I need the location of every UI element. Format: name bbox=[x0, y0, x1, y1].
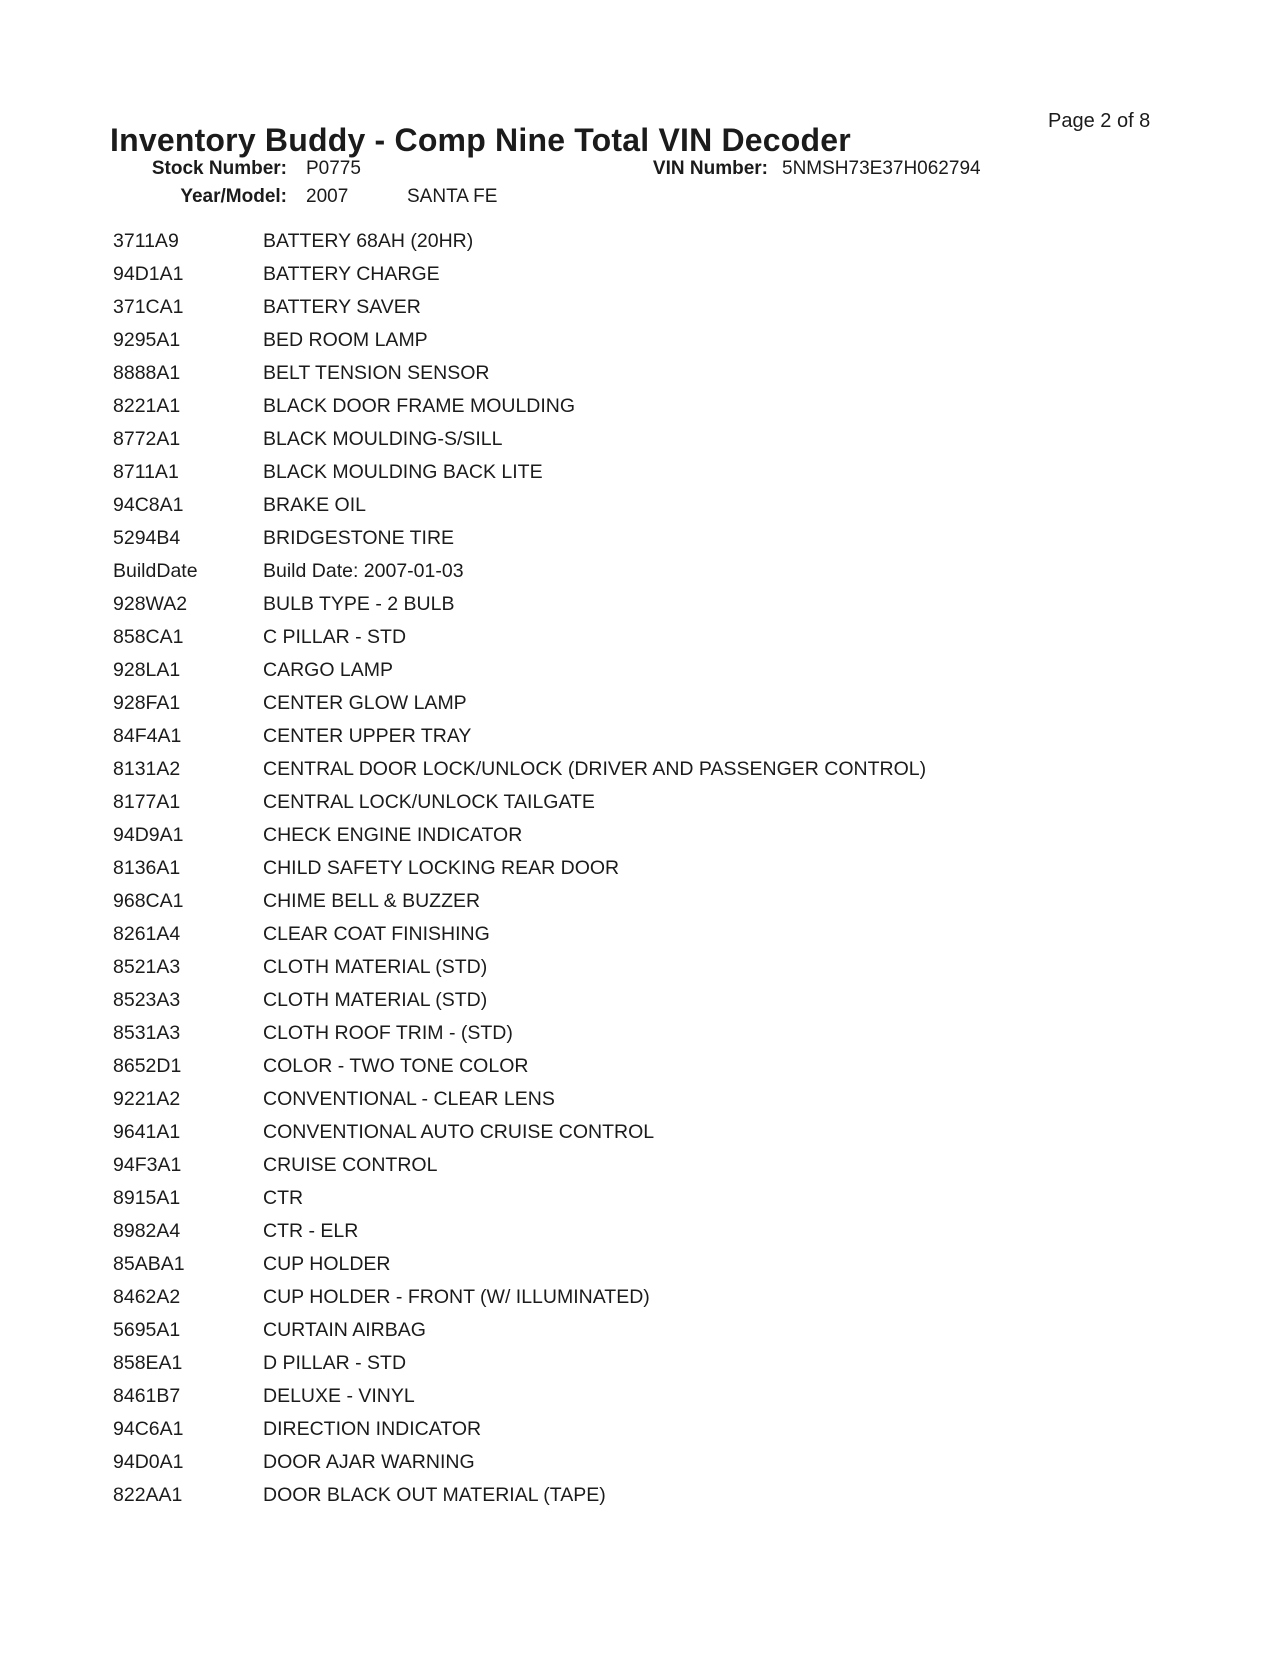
option-code: 8772A1 bbox=[113, 428, 181, 450]
option-description: BELT TENSION SENSOR bbox=[263, 362, 490, 384]
option-code-row bbox=[0, 258, 1280, 291]
option-code: 371CA1 bbox=[113, 296, 184, 318]
option-description: BRAKE OIL bbox=[263, 494, 366, 516]
option-code: 94F3A1 bbox=[113, 1154, 182, 1176]
option-code: 8982A4 bbox=[113, 1220, 181, 1242]
option-code-row bbox=[0, 720, 1280, 753]
option-code: 9295A1 bbox=[113, 329, 181, 351]
option-description: DIRECTION INDICATOR bbox=[263, 1418, 482, 1440]
option-description: CENTRAL DOOR LOCK/UNLOCK (DRIVER AND PASSENGER CONTROL) bbox=[263, 758, 927, 780]
option-code: BuildDate bbox=[113, 560, 198, 582]
option-code: 8888A1 bbox=[113, 362, 181, 384]
year-model-label: Year/Model: bbox=[180, 186, 287, 207]
option-code-row bbox=[0, 522, 1280, 555]
option-code-row bbox=[0, 1182, 1280, 1215]
stock-number-label: Stock Number: bbox=[151, 158, 287, 179]
option-code: 8461B7 bbox=[113, 1385, 181, 1407]
option-description: BATTERY CHARGE bbox=[263, 263, 440, 285]
option-code-row bbox=[0, 654, 1280, 687]
option-description: CTR bbox=[263, 1187, 304, 1209]
option-description: D PILLAR - STD bbox=[263, 1352, 407, 1374]
option-description: BED ROOM LAMP bbox=[263, 329, 428, 351]
option-code-row bbox=[0, 1479, 1280, 1512]
option-description: CRUISE CONTROL bbox=[263, 1154, 438, 1176]
page-indicator: Page 2 of 8 bbox=[1048, 110, 1151, 132]
option-code-row bbox=[0, 489, 1280, 522]
option-description: CENTER UPPER TRAY bbox=[263, 725, 472, 747]
year-model-line bbox=[0, 183, 1280, 211]
option-code: 94C6A1 bbox=[113, 1418, 184, 1440]
option-code-row bbox=[0, 423, 1280, 456]
option-code: 8711A1 bbox=[113, 461, 179, 483]
option-description: C PILLAR - STD bbox=[263, 626, 407, 648]
stock-number-value: P0775 bbox=[306, 158, 361, 179]
option-description: CENTER GLOW LAMP bbox=[263, 692, 467, 714]
option-code-row bbox=[0, 1314, 1280, 1347]
option-description: CUP HOLDER - FRONT (W/ ILLUMINATED) bbox=[263, 1286, 650, 1308]
option-code: 3711A9 bbox=[113, 230, 179, 252]
option-code: 8221A1 bbox=[113, 395, 181, 417]
option-code: 8521A3 bbox=[113, 956, 181, 978]
option-code-row bbox=[0, 1050, 1280, 1083]
option-code: 84F4A1 bbox=[113, 725, 182, 747]
option-description: CLOTH MATERIAL (STD) bbox=[263, 989, 488, 1011]
option-description: CLOTH MATERIAL (STD) bbox=[263, 956, 488, 978]
option-description: CTR - ELR bbox=[263, 1220, 359, 1242]
option-description: BRIDGESTONE TIRE bbox=[263, 527, 455, 549]
option-code-row bbox=[0, 819, 1280, 852]
option-code: 8177A1 bbox=[113, 791, 181, 813]
option-code-row bbox=[0, 225, 1280, 258]
option-code: 9221A2 bbox=[113, 1088, 181, 1110]
option-code-row bbox=[0, 621, 1280, 654]
option-code-row bbox=[0, 291, 1280, 324]
option-code-row bbox=[0, 555, 1280, 588]
vin-number-label: VIN Number: bbox=[652, 158, 768, 179]
option-code: 94D0A1 bbox=[113, 1451, 184, 1473]
option-code: 5695A1 bbox=[113, 1319, 181, 1341]
option-code: 858CA1 bbox=[113, 626, 184, 648]
option-description: DOOR BLACK OUT MATERIAL (TAPE) bbox=[263, 1484, 606, 1506]
option-code-row bbox=[0, 687, 1280, 720]
option-description: DOOR AJAR WARNING bbox=[263, 1451, 475, 1473]
stock-vin-line bbox=[0, 155, 1280, 183]
year-value: 2007 bbox=[306, 186, 349, 207]
option-code: 928LA1 bbox=[113, 659, 181, 681]
option-code: 9641A1 bbox=[113, 1121, 181, 1143]
option-code-row bbox=[0, 1281, 1280, 1314]
option-code: 858EA1 bbox=[113, 1352, 183, 1374]
option-description: CHECK ENGINE INDICATOR bbox=[263, 824, 523, 846]
option-code: 928FA1 bbox=[113, 692, 181, 714]
option-code: 94C8A1 bbox=[113, 494, 184, 516]
vin-number-value: 5NMSH73E37H062794 bbox=[782, 158, 981, 179]
option-code: 94D9A1 bbox=[113, 824, 184, 846]
option-description: COLOR - TWO TONE COLOR bbox=[263, 1055, 529, 1077]
option-code-row bbox=[0, 885, 1280, 918]
option-code-row bbox=[0, 1446, 1280, 1479]
option-description: BLACK MOULDING-S/SILL bbox=[263, 428, 503, 450]
option-code-row bbox=[0, 357, 1280, 390]
option-code-row bbox=[0, 753, 1280, 786]
option-description: CHIME BELL & BUZZER bbox=[263, 890, 481, 912]
option-description: CONVENTIONAL AUTO CRUISE CONTROL bbox=[263, 1121, 655, 1143]
option-description: CLEAR COAT FINISHING bbox=[263, 923, 490, 945]
option-description: Build Date: 2007-01-03 bbox=[263, 560, 464, 582]
option-code-row bbox=[0, 1380, 1280, 1413]
option-code: 8261A4 bbox=[113, 923, 181, 945]
option-description: DELUXE - VINYL bbox=[263, 1385, 415, 1407]
option-code-row bbox=[0, 852, 1280, 885]
option-code-row bbox=[0, 456, 1280, 489]
option-code-row bbox=[0, 918, 1280, 951]
option-description: CHILD SAFETY LOCKING REAR DOOR bbox=[263, 857, 620, 879]
option-description: BATTERY SAVER bbox=[263, 296, 421, 318]
option-code: 822AA1 bbox=[113, 1484, 183, 1506]
option-code-row bbox=[0, 1149, 1280, 1182]
option-description: BLACK DOOR FRAME MOULDING bbox=[263, 395, 576, 417]
option-description: CENTRAL LOCK/UNLOCK TAILGATE bbox=[263, 791, 595, 813]
option-code-row bbox=[0, 1413, 1280, 1446]
option-code: 8131A2 bbox=[113, 758, 181, 780]
option-code-row bbox=[0, 1116, 1280, 1149]
option-description: CARGO LAMP bbox=[263, 659, 394, 681]
page-title: Inventory Buddy - Comp Nine Total VIN Decoder bbox=[110, 122, 851, 159]
option-code-row bbox=[0, 390, 1280, 423]
option-code-row bbox=[0, 786, 1280, 819]
option-code: 94D1A1 bbox=[113, 263, 184, 285]
option-code: 928WA2 bbox=[113, 593, 188, 615]
option-code-row bbox=[0, 951, 1280, 984]
option-description: CONVENTIONAL - CLEAR LENS bbox=[263, 1088, 555, 1110]
option-code-row bbox=[0, 1215, 1280, 1248]
option-description: CUP HOLDER bbox=[263, 1253, 391, 1275]
option-code-row bbox=[0, 324, 1280, 357]
option-description: BATTERY 68AH (20HR) bbox=[263, 230, 474, 252]
option-code: 5294B4 bbox=[113, 527, 181, 549]
option-description: BLACK MOULDING BACK LITE bbox=[263, 461, 543, 483]
option-code-row bbox=[0, 588, 1280, 621]
model-value: SANTA FE bbox=[407, 186, 498, 207]
option-code-row bbox=[0, 1083, 1280, 1116]
option-code-row bbox=[0, 1017, 1280, 1050]
option-code-row bbox=[0, 1248, 1280, 1281]
option-description: CURTAIN AIRBAG bbox=[263, 1319, 426, 1341]
option-code-row bbox=[0, 1347, 1280, 1380]
option-code: 8915A1 bbox=[113, 1187, 181, 1209]
option-code: 85ABA1 bbox=[113, 1253, 185, 1275]
option-code: 8462A2 bbox=[113, 1286, 181, 1308]
option-code-row bbox=[0, 984, 1280, 1017]
option-code-list bbox=[0, 225, 1280, 1512]
option-code: 8652D1 bbox=[113, 1055, 182, 1077]
option-description: BULB TYPE - 2 BULB bbox=[263, 593, 455, 615]
option-code: 8531A3 bbox=[113, 1022, 181, 1044]
option-code: 8523A3 bbox=[113, 989, 181, 1011]
option-code: 8136A1 bbox=[113, 857, 181, 879]
option-description: CLOTH ROOF TRIM - (STD) bbox=[263, 1022, 513, 1044]
option-code: 968CA1 bbox=[113, 890, 184, 912]
